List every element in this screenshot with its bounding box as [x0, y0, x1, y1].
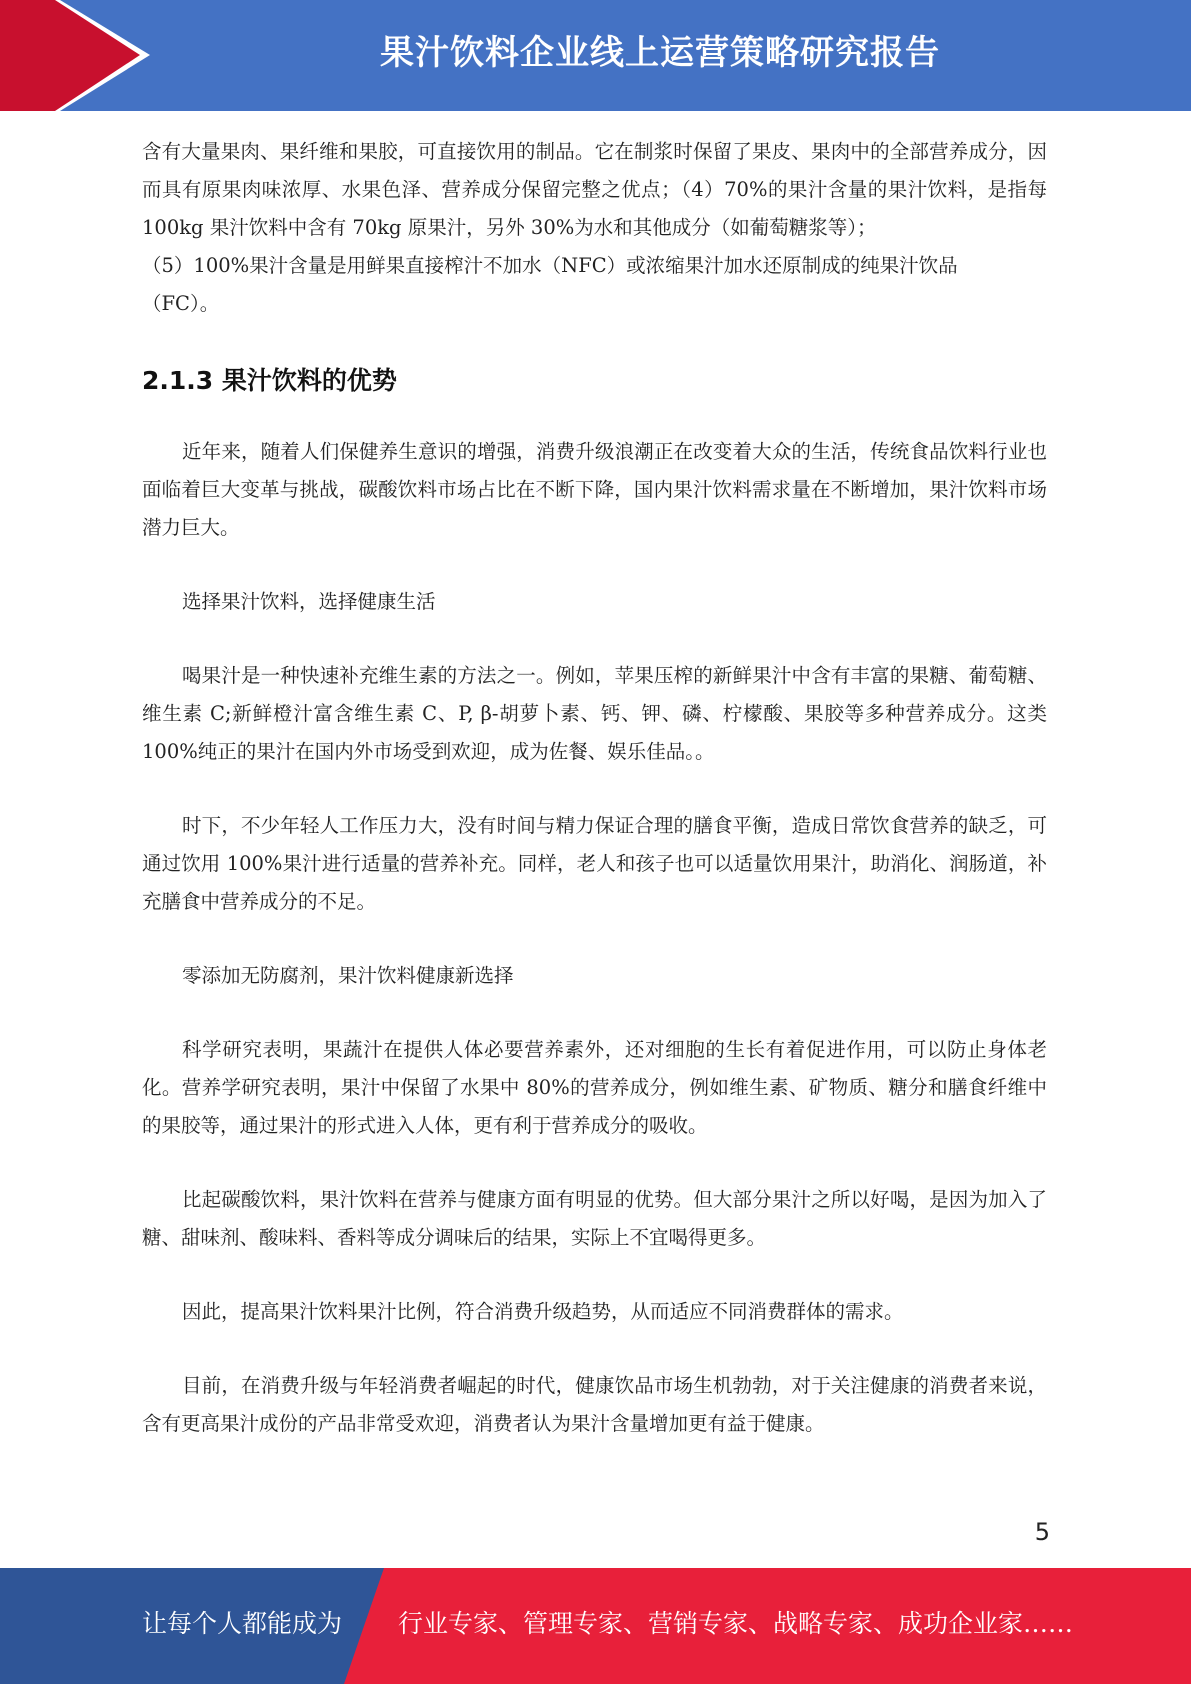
- subheading-line: 选择果汁饮料，选择健康生活: [182, 590, 436, 613]
- continuation-line: （5）100%果汁含量是用鲜果直接榨汁不加水（NFC）或浓缩果汁加水还原制成的纯果汁饮品: [142, 254, 958, 277]
- main-content: [142, 133, 1047, 1443]
- continuation-line: （FC）。: [142, 292, 220, 315]
- body-paragraph: 喝果汁是一种快速补充维生素的方法之一。例如，苹果压榨的新鲜果汁中含有丰富的果糖、葡萄糖、维生素 C;新鲜橙汁富含维生素 C、P, β-胡萝卜素、钙、钾、磷、柠檬酸、果胶等多种营养成分。这类 100%纯正的果汁在国内外市场受到欢迎，成为佐餐、娱乐佳品。。: [142, 664, 1047, 763]
- body-paragraph: 近年来，随着人们保健养生意识的增强，消费升级浪潮正在改变着大众的生活，传统食品饮料行业也面临着巨大变革与挑战，碳酸饮料市场占比在不断下降，国内果汁饮料需求量在不断增加，果汁饮料市场潜力巨大。: [142, 440, 1047, 539]
- section-heading: 2.1.3 果汁饮料的优势: [142, 366, 397, 395]
- body-paragraph: 时下，不少年轻人工作压力大，没有时间与精力保证合理的膳食平衡，造成日常饮食营养的缺乏，可通过饮用 100%果汁进行适量的营养补充。同样，老人和孩子也可以适量饮用果汁，助消化、润肠道，补充膳食中营养成分的不足。: [142, 814, 1047, 913]
- body-paragraph: 比起碳酸饮料，果汁饮料在营养与健康方面有明显的优势。但大部分果汁之所以好喝，是因为加入了糖、甜味剂、酸味料、香料等成分调味后的结果，实际上不宜喝得更多。: [142, 1188, 1047, 1249]
- continuation-paragraph: 含有大量果肉、果纤维和果胶，可直接饮用的制品。它在制浆时保留了果皮、果肉中的全部营养成分，因而具有原果肉味浓厚、水果色泽、营养成分保留完整之优点；（4）70%的果汁含量的果汁饮料，是指每 100kg 果汁饮料中含有 70kg 原果汁，另外 30%为水和其他成分（如葡萄糖浆等）；: [142, 140, 1047, 239]
- page-footer: [0, 1568, 1191, 1684]
- body-paragraph: 目前，在消费升级与年轻消费者崛起的时代，健康饮品市场生机勃勃，对于关注健康的消费者来说，含有更高果汁成份的产品非常受欢迎，消费者认为果汁含量增加更有益于健康。: [142, 1374, 1047, 1435]
- subheading-line: 零添加无防腐剂，果汁饮料健康新选择: [182, 964, 514, 987]
- page-number: 5: [1034, 1518, 1050, 1546]
- body-paragraph: 科学研究表明，果蔬汁在提供人体必要营养素外，还对细胞的生长有着促进作用，可以防止身体老化。营养学研究表明，果汁中保留了水果中 80%的营养成分，例如维生素、矿物质、糖分和膳食纤维中的果胶等，通过果汁的形式进入人体，更有利于营养成分的吸收。: [142, 1038, 1047, 1137]
- footer-slogan-left: 让每个人都能成为: [142, 1609, 343, 1638]
- report-title: 果汁饮料企业线上运营策略研究报告: [380, 33, 940, 73]
- page-header: [0, 0, 1191, 111]
- footer-slogan-right: 行业专家、管理专家、营销专家、战略专家、成功企业家……: [398, 1609, 1074, 1638]
- body-paragraph: 因此，提高果汁饮料果汁比例，符合消费升级趋势，从而适应不同消费群体的需求。: [182, 1300, 904, 1323]
